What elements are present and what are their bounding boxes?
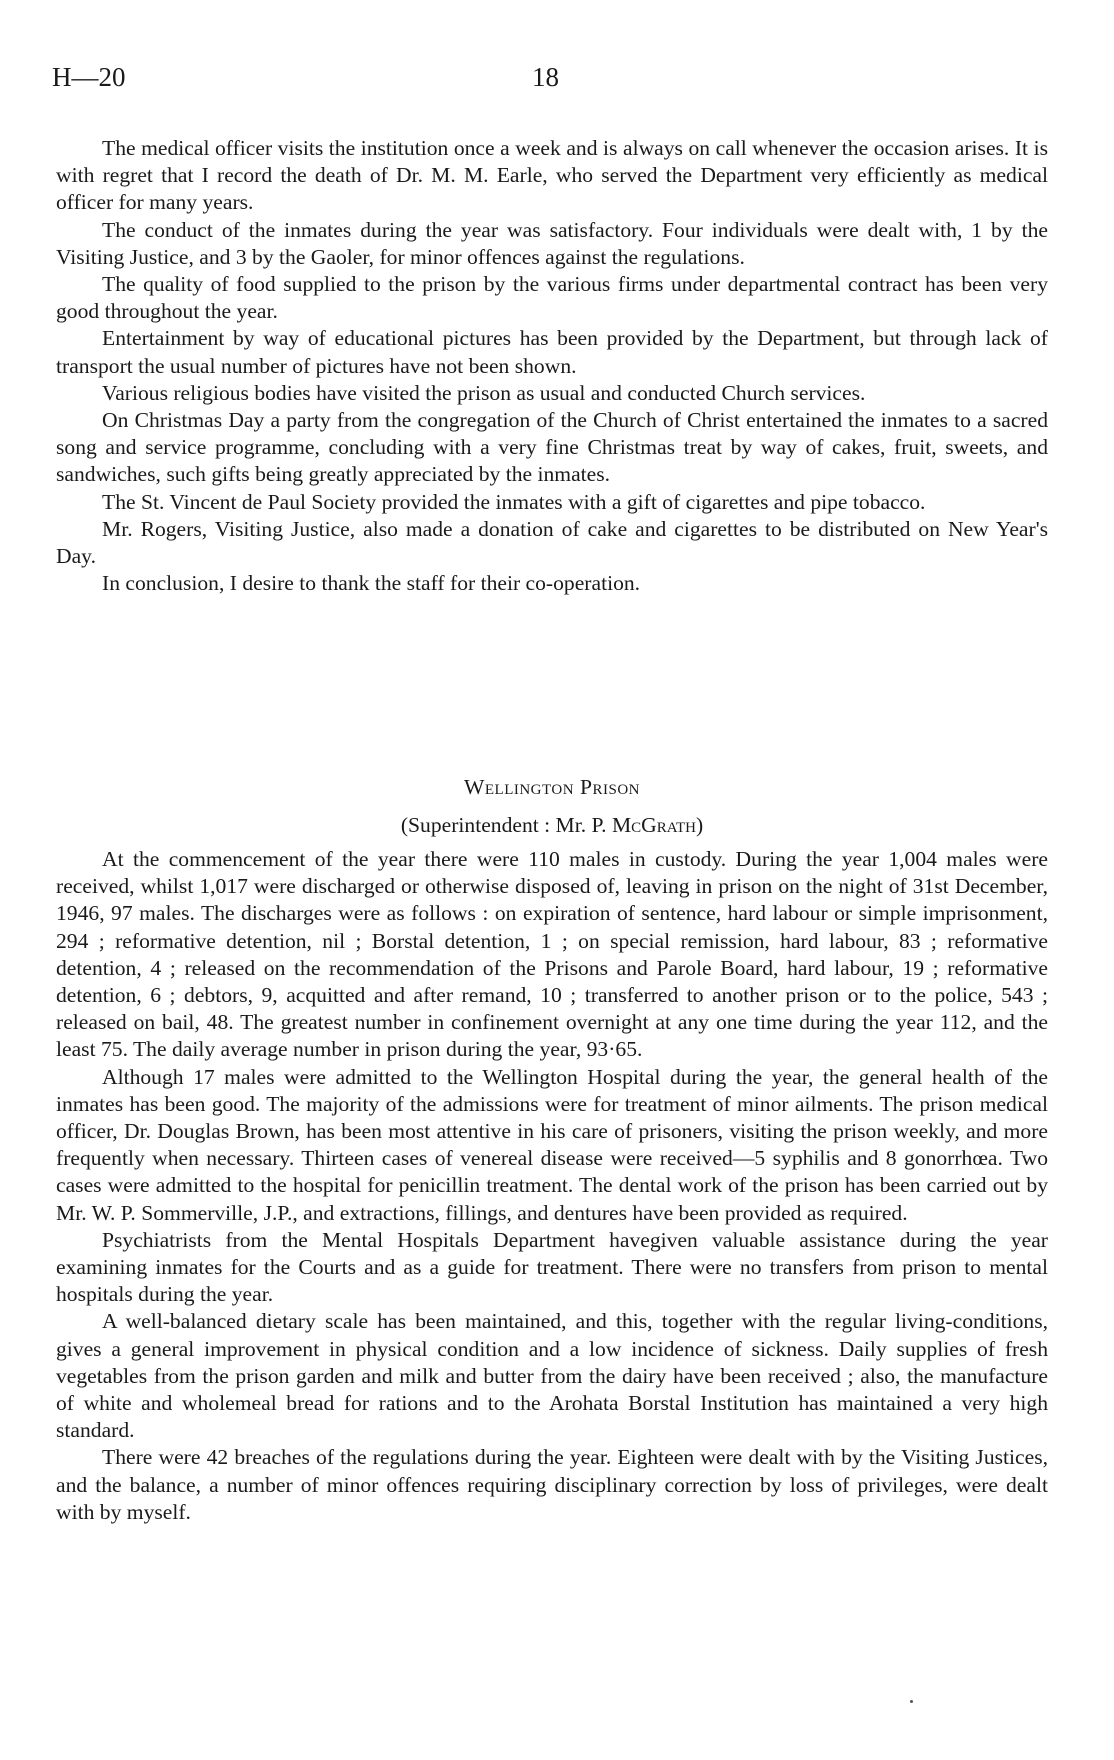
paragraph: Although 17 males were admitted to the Wellington Hospital during the year, the general health of the inmates has been good. The majority of the admissions were for treatment of minor ailments. The prison medical officer, Dr. Douglas Brown, has been most attentive in his care of prisoners, visiting the prison weekly, and more frequently when necessary. Thirteen cases of venereal disease were received—5 syphilis and 8 gonorrhœa. Two cases were admitted to the hospital for penicillin treatment. The dental work of the prison has been carried out by Mr. W. P. Sommerville, J.P., and extractions, fillings, and dentures have been provided as required.: [56, 1064, 1048, 1225]
subtitle-prefix: (Superintendent : Mr. P.: [400, 813, 612, 837]
paragraph: The medical officer visits the institution once a week and is always on call whenever the occasion arises. It is with regret that I record the death of Dr. M. M. Earle, who served the Department very efficiently as medical officer for many years.: [56, 136, 1048, 215]
paragraph: At the commencement of the year there were 110 males in custody. During the year 1,004 males were received, whilst 1,017 were discharged or otherwise disposed of, leaving in prison on the night of 31st December, 1946, 97 males. The discharges were as follows : on expiration of sentence, hard labour or simple imprisonment, 294 ; reformative detention, nil ; Borstal detention, 1 ; on special remission, hard labour, 83 ; reformative detention, 4 ; released on the recommendation of the Prisons and Parole Board, hard labour, 19 ; reformative detention, 6 ; debtors, 9, acquitted and after remand, 10 ; transferred to another prison or to the police, 543 ; released on bail, 48. The greatest number in confinement overnight at any one time during the year 112, and the least 75. The daily average number in prison during the year, 93·65.: [56, 847, 1048, 1062]
document-reference: H—20: [52, 62, 126, 92]
paragraph: Psychiatrists from the Mental Hospitals Department havegiven valuable assistance during the year examining inmates for the Courts and as a guide for treatment. There were no transfers from prison to mental hospitals during the year.: [56, 1227, 1048, 1307]
scan-speck: [910, 1700, 913, 1703]
paragraph: The quality of food supplied to the prison by the various firms under departmental contract has been very good throughout the year.: [56, 272, 1048, 324]
report-section-wellington-prison: [56, 846, 1048, 1526]
superintendent-name: McGrath: [611, 813, 696, 837]
paragraph: The conduct of the inmates during the year was satisfactory. Four individuals were dealt with, 1 by the Visiting Justice, and 3 by the Gaoler, for minor offences against the regulations.: [56, 217, 1048, 269]
section-title: Wellington Prison: [463, 775, 640, 799]
subtitle-suffix: ): [695, 813, 704, 837]
page-number: 18: [532, 62, 559, 92]
paragraph: There were 42 breaches of the regulations during the year. Eighteen were dealt with by the Visiting Justices, and the balance, a number of minor offences requiring disciplinary correction by loss of privileges, were dealt with by myself.: [56, 1445, 1048, 1524]
section-heading: [56, 773, 1048, 839]
report-section-previous: [56, 135, 1048, 597]
paragraph: The St. Vincent de Paul Society provided the inmates with a gift of cigarettes and pipe tobacco.: [102, 489, 926, 514]
paragraph: On Christmas Day a party from the congregation of the Church of Christ entertained the inmates to a sacred song and service programme, concluding with a very fine Christmas treat by way of cakes, fruit, sweets, and sandwiches, such gifts being greatly appreciated by the inmates.: [56, 408, 1048, 487]
section-subtitle: [56, 811, 1048, 839]
paragraph: Various religious bodies have visited the prison as usual and conducted Church services.: [102, 380, 866, 405]
paragraph: Entertainment by way of educational pictures has been provided by the Department, but through lack of transport the usual number of pictures have not been shown.: [56, 326, 1048, 378]
paragraph: A well-balanced dietary scale has been maintained, and this, together with the regular living-conditions, gives a general improvement in physical condition and a low incidence of sickness. Daily supplies of fresh vegetables from the prison garden and milk and butter from the dairy have been received ; also, the manufacture of white and wholemeal bread for rations and to the Arohata Borstal Institution has maintained a very high standard.: [56, 1309, 1048, 1443]
paragraph: Mr. Rogers, Visiting Justice, also made a donation of cake and cigarettes to be distributed on New Year's Day.: [56, 516, 1048, 569]
paragraph: In conclusion, I desire to thank the staff for their co-operation.: [102, 571, 641, 596]
page-header: [52, 62, 1048, 102]
